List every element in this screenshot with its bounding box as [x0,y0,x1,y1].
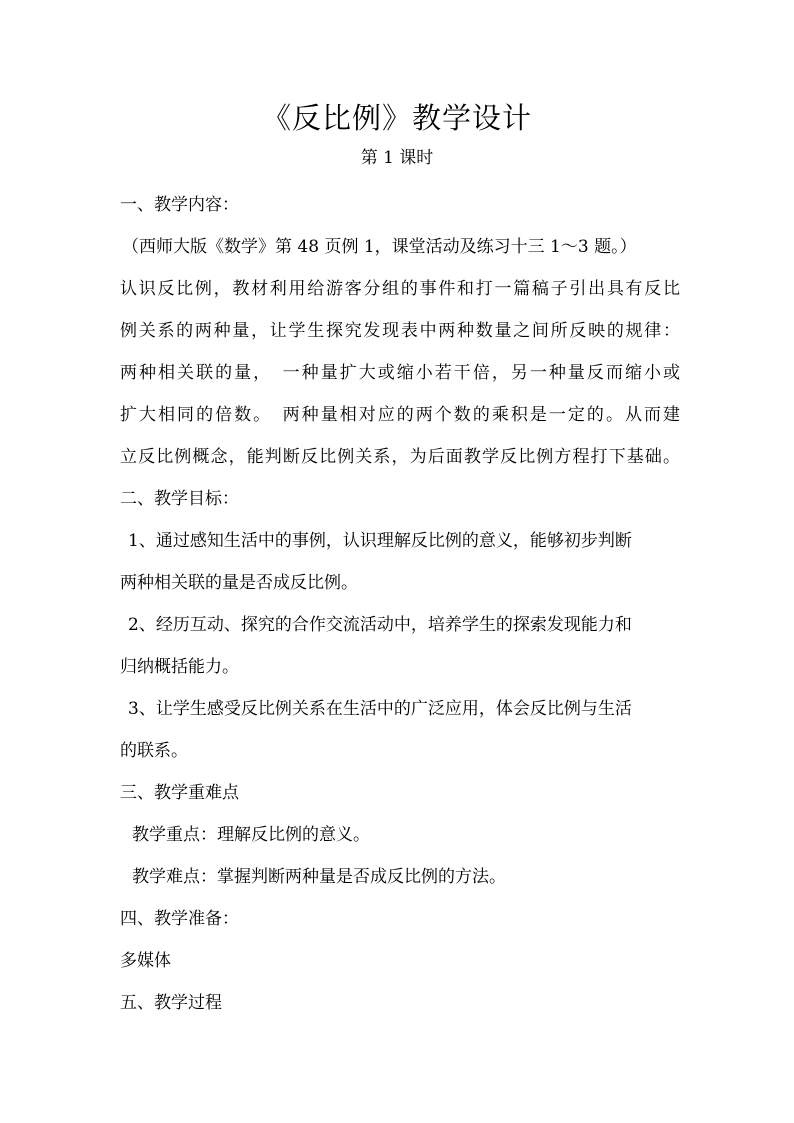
section-heading-process: 五、教学过程 [120,993,222,1013]
content-paragraph-line-2: 例关系的两种量，让学生探究发现表中两种数量之间所反映的规律： [120,321,680,341]
goal-1-line-1: 1、通过感知生活中的事例，认识理解反比例的意义，能够初步判断 [128,531,632,551]
goal-3-line-1: 3、让学生感受反比例关系在生活中的广泛应用，体会反比例与生活 [128,699,632,719]
content-paragraph-line-4: 扩大相同的倍数。 两种量相对应的两个数的乘积是一定的。从而建 [120,405,680,425]
section-heading-preparation: 四、教学准备： [120,909,239,929]
content-paragraph-line-1: 认识反比例，教材利用给游客分组的事件和打一篇稿子引出具有反比 [120,279,680,299]
section-heading-goals: 二、教学目标： [120,489,239,509]
goal-3-line-2: 的联系。 [120,741,188,761]
difficult-point: 教学难点：掌握判断两种量是否成反比例的方法。 [132,867,506,887]
content-paragraph-line-5: 立反比例概念，能判断反比例关系，为后面教学反比例方程打下基础。 [120,447,680,467]
goal-2-line-2: 归纳概括能力。 [120,657,239,677]
section-heading-content: 一、教学内容： [120,195,239,215]
content-paragraph-line-3: 两种相关联的量， 一种量扩大或缩小若干倍，另一种量反而缩小或 [120,363,680,383]
document-body [120,184,680,1024]
content-reference: （西师大版《数学》第 48 页例 1，课堂活动及练习十三 1～3 题。） [122,237,637,257]
section-heading-key-points: 三、教学重难点 [120,783,239,803]
goal-1-line-2: 两种相关联的量是否成反比例。 [120,573,358,593]
key-point: 教学重点：理解反比例的意义。 [132,825,370,845]
preparation-item: 多媒体 [120,951,171,971]
document-subtitle: 第 1 课时 [360,148,434,168]
document-title: 《反比例》教学设计 [261,101,532,135]
goal-2-line-1: 2、经历互动、探究的合作交流活动中，培养学生的探索发现能力和 [128,615,632,635]
